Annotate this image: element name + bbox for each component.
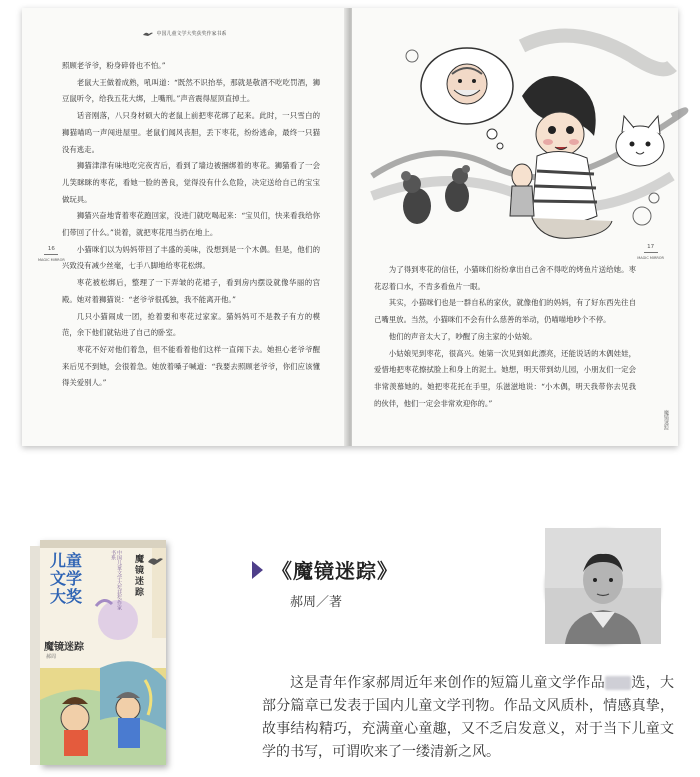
left-paragraph: 老鼠大王做着成熟，吼叫道：“既然不识抬举，那就是敬酒不吃吃罚酒，狮豆鼠听令，给我五花大绑，上嘴刑。”声音震得屋顶直掉土。: [62, 77, 320, 104]
redacted-text-blur: [605, 676, 631, 690]
left-paragraph: 话音刚落，八只身材硕大的老鼠上前把枣花绑了起来。此时，一只雪白的狮猫喵呜一声闯进屋里。老鼠们闻风丧胆，丢下枣花，纷纷逃命，最终一只猫没有逃走。: [62, 111, 320, 154]
left-paragraph: 照顾老爷爷，粉身碎骨也不怕。”: [62, 61, 166, 70]
left-page-number: 16 MAGIC MIRROR: [38, 246, 65, 262]
right-paragraph: 他们的声音太大了，吵醒了房主家的小姑娘。: [388, 331, 537, 341]
right-paragraph: 为了得到枣花的信任，小猫咪们纷纷拿出自己舍不得吃的烤鱼片送给她。枣花忍着口水，不肯多看鱼片一眼。: [374, 265, 636, 291]
description-paragraph: 这是青年作家郝周近年来创作的短篇儿童文学作品 选，大部分篇章已发表于国内儿童文学刊物。作品文风质朴，情感真挚，故事结构精巧，充满童心童趣，又不乏启发意义，对于当下儿童文学的书写，可谓吹来了一缕清新之风。: [262, 675, 675, 760]
book-author: 郝周／著: [290, 595, 343, 610]
left-paragraph: 枣花被松绑后，整理了一下弄皱的花裙子，看到房内摆设就像华丽的宫殿。她对着狮猫说：“老爷爷很孤独，我不能离开他。”: [62, 278, 320, 304]
girl-with-puppet-illustration: [372, 26, 672, 248]
right-page: [352, 8, 678, 446]
title-marker-icon: [252, 561, 263, 579]
cover-author: 郝周: [46, 654, 57, 660]
right-paragraph: 小姑娘见到枣花，很高兴。她第一次见到如此漂亮，还能说话的木偶娃娃，爱惜地把枣花擦拭脸上和身上的泥土。她想，明天带到幼儿园，小朋友们一定会非常羡慕她的。她把枣花托在手里，乐滋滋地说：“小木偶，明天我带你去见我的伙伴，他们一定会非常欢迎你的。”: [374, 348, 636, 408]
running-head: 中国儿童文学大奖获奖作家书系: [22, 30, 348, 37]
side-book-label: 魔镜迷踪: [663, 410, 669, 430]
cover-series-top: 中国儿童文学大奖获奖作家书系: [110, 550, 122, 610]
cover-vertical-title: 魔镜迷踪: [133, 554, 143, 598]
bird-logo-icon: [143, 31, 153, 37]
left-page: [22, 8, 348, 446]
book-cover: [40, 540, 166, 765]
right-body-text: [374, 262, 636, 412]
book-spread: [22, 8, 678, 446]
left-paragraph: 枣花不好对他们着急，但不能看着他们这样一直闹下去。她担心老爷爷醒来后见不到她，会很着急。她放着嗓子喊道：“我要去照顾老爷爷，你们应该懂得关爱别人。”: [62, 344, 320, 388]
author-photo-image: [545, 528, 661, 644]
left-paragraph: 狮猫津津有味地吃完夜宵后，看到了墙边被捆绑着的枣花。狮猫看了一会儿笑眯眯的枣花，看她一脸的善良，觉得没有什么危险，决定送给自己的宝宝做玩具。: [62, 161, 320, 204]
right-page-number: 17 MAGIC MIRROR: [637, 244, 664, 260]
cover-bottom-title: 魔镜迷踪: [44, 642, 84, 653]
book-description: [262, 672, 674, 764]
left-paragraph: 狮猫兴奋地背着枣花跑回家，没进门就吃喝起来：“宝贝们，快来看我给你们带回了什么。”说着，就把枣花甩当扔在地上。: [62, 211, 320, 238]
author-portrait: [545, 528, 661, 644]
right-paragraph: 其实，小猫咪们也是一群自私的家伙，就像他们的妈妈，有了好东西先往自己嘴里放。当然，小猫咪们不会有什么慈善的举动，仍喵喵地吵个不停。: [374, 298, 636, 325]
left-paragraph: 小猫咪们以为妈妈带回了丰盛的美味，没想到是一个木偶。但是，他们的兴致没有减少丝毫，七手八脚地给枣花松绑。: [62, 244, 320, 271]
left-paragraph: 几只小猫闹成一团，抢着要和枣花过家家。猫妈妈可不是教子有方的模范，余下他们就钻进了自己的卧室。: [62, 311, 320, 338]
book-title: 《魔镜迷踪》: [272, 559, 398, 583]
cover-series-big: 儿童文学大奖: [50, 551, 83, 606]
left-body-text: [62, 58, 320, 392]
